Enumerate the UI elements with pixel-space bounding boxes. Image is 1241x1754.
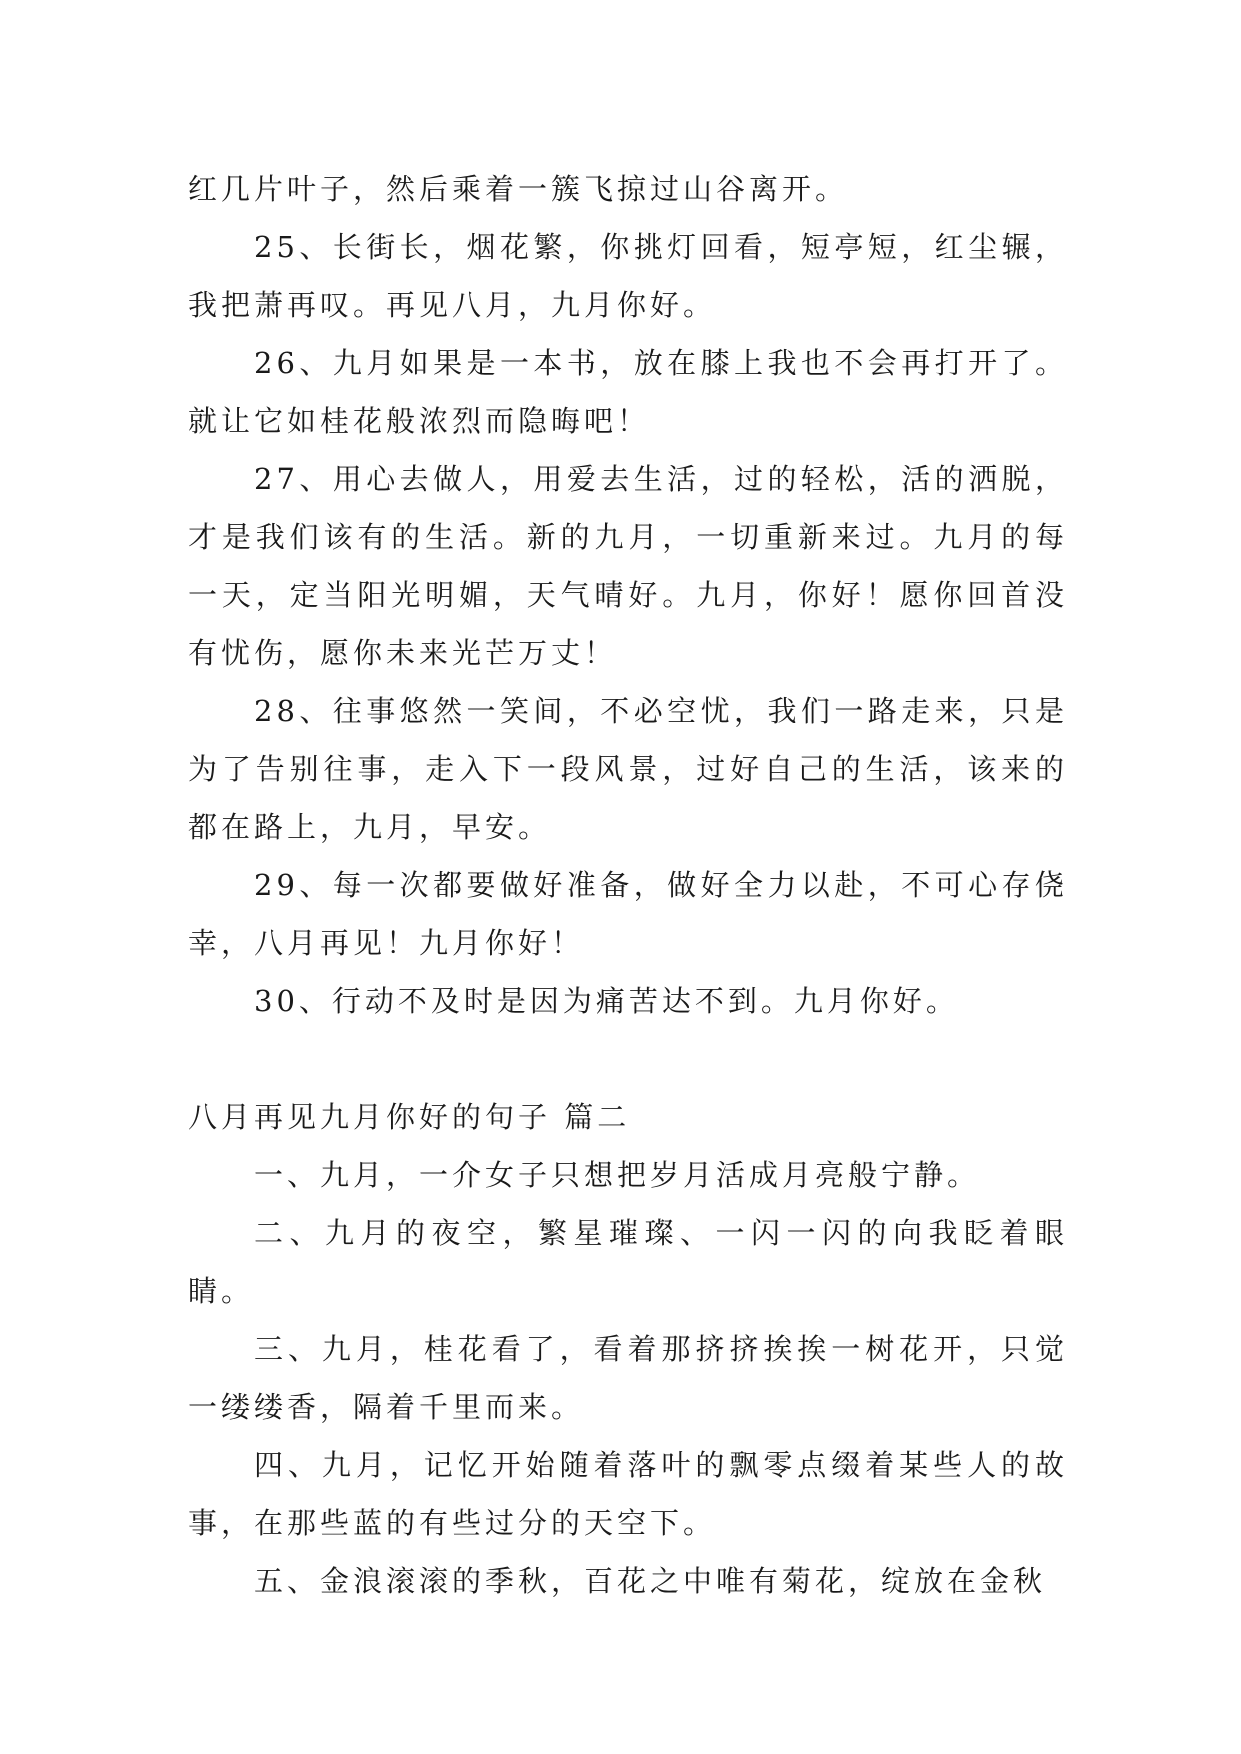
paragraph-27: 27、用心去做人，用爱去生活，过的轻松，活的洒脱，才是我们该有的生活。新的九月，一切重新来过。九月的每一天，定当阳光明媚，天气晴好。九月，你好！愿你回首没有忧伤，愿你未来光芒万丈！ — [188, 462, 1068, 670]
paragraph-five: 五、金浪滚滚的季秋，百花之中唯有菊花，绽放在金秋 — [254, 1564, 1047, 1598]
paragraph-28: 28、往事悠然一笑间，不必空忧，我们一路走来，只是为了告别往事，走入下一段风景，过好自己的生活，该来的都在路上，九月，早安。 — [188, 694, 1068, 844]
document-body — [188, 160, 1068, 1610]
paragraph-three: 三、九月，桂花看了，看着那挤挤挨挨一树花开，只觉一缕缕香，隔着千里而来。 — [188, 1332, 1068, 1424]
paragraph-two: 二、九月的夜空，繁星璀璨、一闪一闪的向我眨着眼睛。 — [188, 1216, 1068, 1308]
paragraph-continuation: 红几片叶子，然后乘着一簇飞掠过山谷离开。 — [188, 172, 849, 206]
paragraph-four: 四、九月，记忆开始随着落叶的飘零点缀着某些人的故事，在那些蓝的有些过分的天空下。 — [188, 1448, 1068, 1540]
paragraph-25: 25、长街长，烟花繁，你挑灯回看，短亭短，红尘辗，我把萧再叹。再见八月，九月你好。 — [188, 230, 1068, 322]
paragraph-26: 26、九月如果是一本书，放在膝上我也不会再打开了。就让它如桂花般浓烈而隐晦吧！ — [188, 346, 1068, 438]
paragraph-one: 一、九月，一介女子只想把岁月活成月亮般宁静。 — [254, 1158, 981, 1192]
section-title: 八月再见九月你好的句子 篇二 — [188, 1100, 631, 1134]
paragraph-29: 29、每一次都要做好准备，做好全力以赴，不可心存侥幸，八月再见！九月你好！ — [188, 868, 1068, 960]
paragraph-30: 30、行动不及时是因为痛苦达不到。九月你好。 — [254, 984, 959, 1018]
